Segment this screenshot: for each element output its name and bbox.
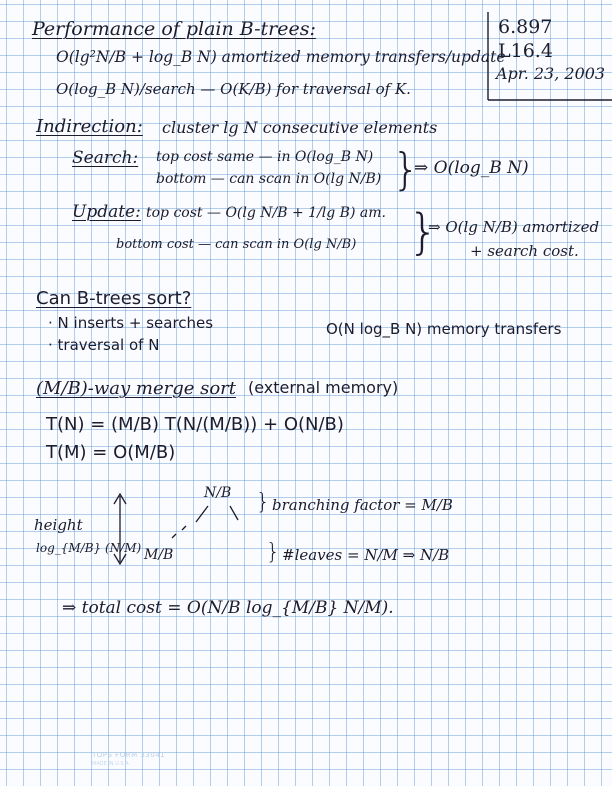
branching-factor: branching factor = M/B [272,496,453,514]
search-brace: } [392,144,420,195]
tree-root-label: N/B [204,485,232,501]
leaves-count: #leaves = N/M ⇒ N/B [282,546,450,564]
update-result-extra: + search cost. [470,242,579,260]
page-title: Performance of plain B-trees: [32,18,316,40]
height-value: log_{M/B} (N/M) [36,541,142,555]
leaves-brace: } [266,540,280,565]
height-label: height [34,516,83,534]
lecture-date: Apr. 23, 2003 [496,64,606,83]
total-cost: ⇒ total cost = O(N/B log_{M/B} N/M). [62,598,394,618]
recurrence-base: T(M) = O(M/B) [46,442,176,463]
form-number: TOPS FORM 33041 [92,751,166,759]
search-top-cost: top cost same — in O(log_B N) [156,149,374,165]
lecture-number: L16.4 [498,40,553,62]
search-result: ⇒ O(log_B N) [414,158,529,178]
course-number: 6.897 [498,16,553,38]
sort-item-inserts: · N inserts + searches [48,314,214,332]
update-label: Update: [72,202,141,222]
mergesort-note: (external memory) [248,378,399,397]
recurrence-general: T(N) = (M/B) T(N/(M/B)) + O(N/B) [46,414,344,435]
indirection-heading: Indirection: [36,116,143,137]
search-bottom-cost: bottom — can scan in O(lg N/B) [156,171,382,187]
update-bottom-cost: bottom cost — can scan in O(lg N/B) [116,237,357,252]
branching-brace: } [256,490,270,515]
made-in-label: MADE IN U.S.A. [92,761,131,767]
update-result: ⇒ O(lg N/B) amortized [428,218,600,236]
sort-item-traversal: · traversal of N [48,336,160,354]
performance-update-cost: O(lg²N/B + log_B N) amortized memory transfers/update [56,48,506,66]
sort-heading: Can B-trees sort? [36,288,192,309]
tree-leaf-label: M/B [144,547,174,563]
indirection-text: cluster lg N consecutive elements [162,118,438,137]
search-label: Search: [72,148,139,168]
mergesort-heading: (M/B)-way merge sort [36,378,237,399]
update-brace: } [408,204,439,260]
update-top-cost: top cost — O(lg N/B + 1/lg B) am. [146,205,386,221]
sort-result: O(N log_B N) memory transfers [326,320,562,338]
performance-search-cost: O(log_B N)/search — O(K/B) for traversal of K. [56,80,411,98]
